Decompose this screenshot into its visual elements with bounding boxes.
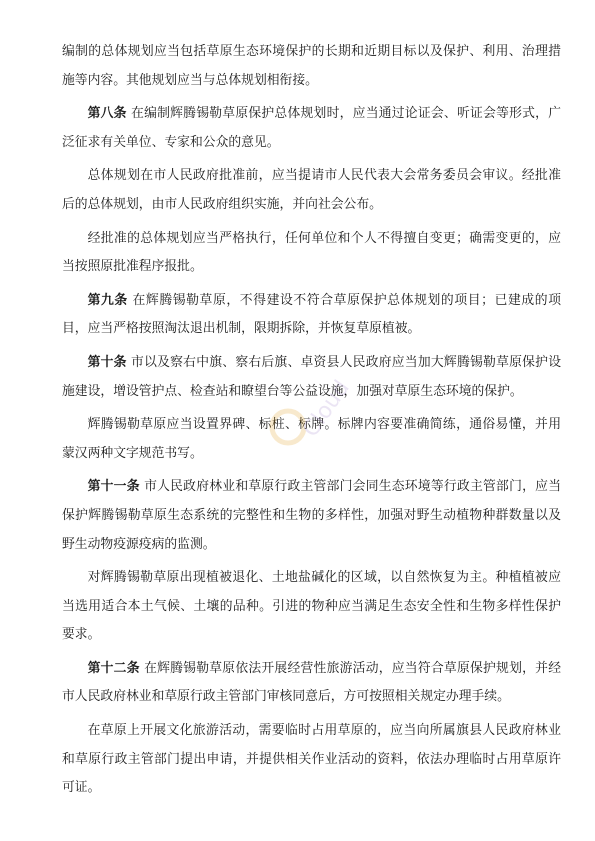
paragraph-article-8	[62, 100, 561, 157]
paragraph-text: 在辉腾锡勒草原依法开展经营性旅游活动，应当符合草原保护规划，并经市人民政府林业和草原行政主管部门审核同意后，方可按照相关规定办理手续。	[62, 660, 562, 705]
watermark-text: Cloud	[298, 376, 355, 442]
paragraph-text: 在辉腾锡勒草原，不得建设不符合草原保护总体规划的项目；已建成的项目，应当严格按照淘汰退出机制，限期拆除，并恢复草原植被。	[62, 292, 562, 337]
article-number: 第十二条	[87, 660, 140, 676]
article-number: 第八条	[87, 106, 127, 122]
paragraph	[62, 717, 561, 803]
paragraph	[62, 225, 561, 282]
paragraph	[62, 564, 561, 650]
watermark-logo	[258, 372, 358, 462]
article-number: 第十一条	[87, 479, 140, 495]
paragraph-text: 总体规划在市人民政府批准前，应当提请市人民代表大会常务委员会审议。经批准后的总体规划，由市人民政府组织实施，并向社会公布。	[62, 168, 561, 212]
paragraph-text: 市人民政府林业和草原行政主管部门会同生态环境等行政主管部门，应当保护辉腾锡勒草原生态系统的完整性和生物的多样性，加强对野生动植物种群数量以及野生动物疫源疫病的监测。	[62, 479, 562, 552]
article-number: 第九条	[87, 292, 128, 308]
paragraph-text: 编制的总体规划应当包括草原生态环境保护的长期和近期目标以及保护、利用、治理措施等内容。其他规划应当与总体规划相衔接。	[62, 44, 561, 88]
paragraph	[62, 162, 561, 219]
paragraph-text: 经批准的总体规划应当严格执行，任何单位和个人不得擅自变更；确需变更的，应当按照原批准程序报批。	[62, 230, 561, 275]
paragraph-article-12	[62, 655, 561, 712]
paragraph-text: 在编制辉腾锡勒草原保护总体规划时，应当通过论证会、听证会等形式，广泛征求有关单位、专家和公众的意见。	[62, 106, 562, 150]
paragraph-text: 市以及察右中旗、察右后旗、卓资县人民政府应当加大辉腾锡勒草原保护设施建设，增设管护点、检查站和瞭望台等公益设施，加强对草原生态环境的保护。	[62, 354, 562, 399]
paragraph-text: 对辉腾锡勒草原出现植被退化、土地盐碱化的区域，以自然恢复为主。种植植被应当选用适合本土气候、土壤的品种。引进的物种应当满足生态安全性和生物多样性保护要求。	[62, 570, 561, 643]
paragraph-text: 在草原上开展文化旅游活动，需要临时占用草原的，应当向所属旗县人民政府林业和草原行政主管部门提出申请，并提供相关作业活动的资料，依法办理临时占用草原许可证。	[62, 723, 561, 796]
paragraph-article-9	[62, 287, 561, 344]
paragraph-text: 辉腾锡勒草原应当设置界碑、标桩、标牌。标牌内容要准确简练，通俗易懂，并用蒙汉两种文字规范书写。	[62, 417, 561, 461]
paragraph-continued	[62, 38, 561, 95]
article-number: 第十条	[87, 354, 127, 370]
paragraph-article-11	[62, 473, 561, 559]
